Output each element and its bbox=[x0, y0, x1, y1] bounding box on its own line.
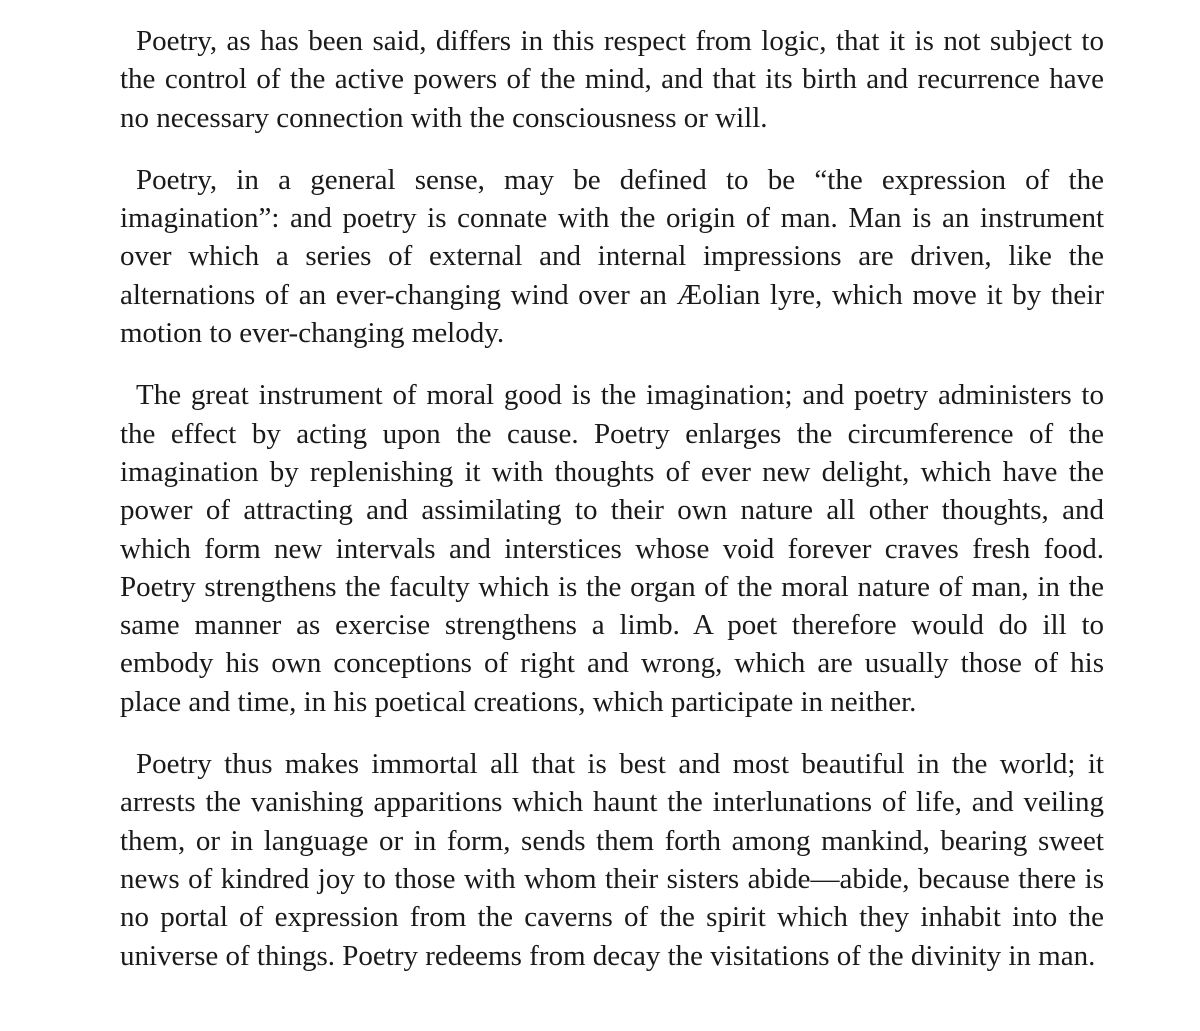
paragraph-2: Poetry, in a general sense, may be defined to be “the expression of the imagination”: and poetry is connate with the origin of man. Man is an instrument over which a series of external and internal impressions are driven, like the alternations of an ever-changing wind over an Æolian lyre, which move it by their motion to ever-changing melody. bbox=[120, 163, 1104, 350]
paragraph-3: The great instrument of moral good is the imagination; and poetry administers to the effect by acting upon the cause. Poetry enlarges the circumference of the imagination by replenishing it with thoughts of ever new delight, which have the power of attracting and assimilating to their own nature all other thoughts, and which form new intervals and interstices whose void forever craves fresh food. Poetry strengthens the faculty which is the organ of the moral nature of man, in the same manner as exercise strengthens a limb. A poet therefore would do ill to embody his own conceptions of right and wrong, which are usually those of his place and time, in his poetical creations, which participate in neither. bbox=[120, 379, 1104, 718]
paragraph-1: Poetry, as has been said, differs in this respect from logic, that it is not subject to the control of the active powers of the mind, and that its birth and recurrence have no necessary connection with the consciousness or will. bbox=[120, 25, 1104, 134]
paragraph-4: Poetry thus makes immortal all that is best and most beautiful in the world; it arrests the vanishing apparitions which haunt the interlunations of life, and veiling them, or in language or in form, sends them forth among mankind, bearing sweet news of kindred joy to those with whom their sisters abide—abide, because there is no portal of expression from the caverns of the spirit which they inhabit into the universe of things. Poetry redeems from decay the visitations of the divinity in man. bbox=[120, 748, 1104, 972]
document-page bbox=[120, 22, 1104, 999]
